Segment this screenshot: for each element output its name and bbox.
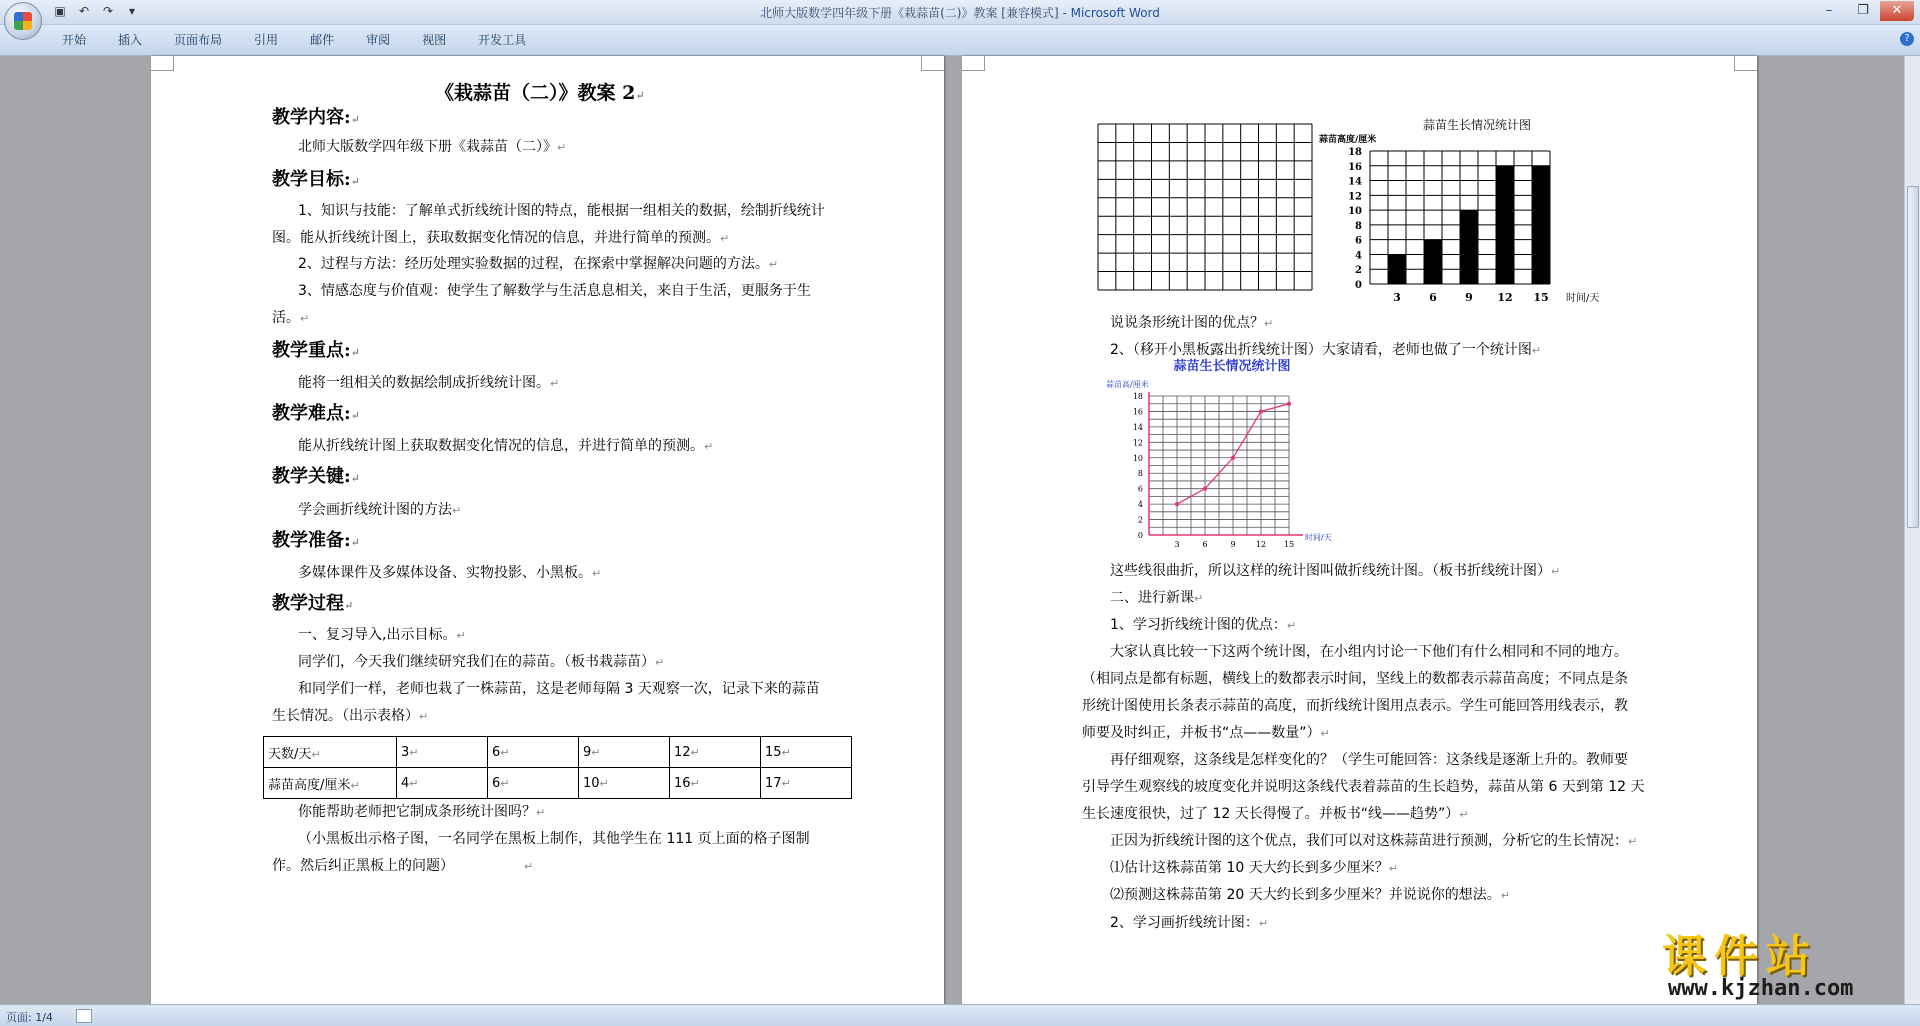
- table-cell: 12↵: [670, 737, 761, 768]
- table-cell: 6↵: [488, 737, 579, 768]
- y-tick-label: 8: [1355, 220, 1362, 232]
- heading-preparation: 教学准备:↵: [272, 530, 360, 551]
- process-2: 同学们，今天我们继续研究我们在的蒜苗。（板书栽蒜苗）↵: [298, 654, 665, 670]
- page-indicator[interactable]: 页面: 1/4: [6, 1011, 53, 1024]
- y-axis-label: 蒜苗高/厘米: [1106, 380, 1149, 389]
- tab-mailings[interactable]: 邮件: [310, 33, 335, 47]
- process-5-line-1: （小黑板出示格子图，一名同学在黑板上制作，其他学生在 111 页上面的格子图制: [298, 831, 810, 847]
- bar: [1388, 254, 1406, 284]
- window-controls: [1812, 1, 1914, 21]
- heading-goals: 教学目标:↵: [272, 169, 360, 190]
- r2-text: 2、（移开小黑板露出折线统计图）大家请看，老师也做了一个统计图↵: [1110, 342, 1542, 358]
- x-tick-label: 15: [1533, 291, 1549, 304]
- heading-key-points: 教学重点:↵: [272, 340, 360, 361]
- process-4: 你能帮助老师把它制成条形统计图吗？↵: [298, 804, 546, 820]
- title-bar: [0, 0, 1920, 25]
- redo-icon[interactable]: ↷: [102, 4, 114, 18]
- heading-crux: 教学关键:↵: [272, 466, 360, 487]
- tab-view[interactable]: 视图: [422, 33, 447, 47]
- ribbon-tabs: [48, 31, 544, 48]
- r1-text: 说说条形统计图的优点？↵: [1110, 315, 1274, 331]
- save-icon[interactable]: ▣: [54, 4, 66, 18]
- r8-text: 形统计图使用长条表示蒜苗的高度，而折线统计图用点表示。学生可能回答用线表示，教: [1082, 698, 1628, 714]
- watermark-logo: [1662, 920, 1902, 1002]
- y-tick-label: 10: [1132, 453, 1143, 463]
- help-icon[interactable]: ?: [1900, 32, 1914, 46]
- watermark-url: www.kjzhan.com: [1668, 976, 1854, 1001]
- r5-text: 1、学习折线统计图的优点：↵: [1110, 617, 1297, 633]
- bar: [1460, 210, 1478, 284]
- table-cell: 17↵: [761, 768, 852, 799]
- crop-mark: [151, 56, 174, 71]
- x-tick-label: 3: [1393, 291, 1401, 304]
- r11-text: 引导学生观察线的坡度变化并说明这条线代表着蒜苗的生长趋势，蒜苗从第 6 天到第 12 天: [1082, 779, 1645, 795]
- x-tick-label: 6: [1202, 540, 1208, 549]
- table-cell: 4↵: [397, 768, 488, 799]
- table-cell: 15↵: [761, 737, 852, 768]
- window-title: [0, 4, 1920, 21]
- r6-text: 大家认真比较一下这两个统计图，在小组内讨论一下他们有什么相同和不同的地方。: [1110, 644, 1628, 660]
- r3-text: 这些线很曲折，所以这样的统计图叫做折线统计图。（板书折线统计图）↵: [1110, 563, 1561, 579]
- key-points-text: 能将一组相关的数据绘制成折线统计图。↵: [298, 375, 560, 391]
- close-icon[interactable]: ✕: [1880, 1, 1914, 21]
- r15-text: ⑵预测这株蒜苗第 20 天大约长到多少厘米？并说说你的想法。↵: [1110, 887, 1510, 903]
- page-2: [962, 56, 1757, 1004]
- x-axis-label: 时间/天: [1305, 533, 1332, 542]
- office-button[interactable]: [4, 2, 42, 40]
- y-tick-label: 16: [1132, 407, 1143, 417]
- y-tick-label: 8: [1137, 469, 1143, 479]
- crop-mark: [962, 56, 985, 71]
- x-tick-label: 15: [1283, 540, 1295, 549]
- vertical-scrollbar[interactable]: [1904, 56, 1920, 1004]
- goal-1-line-2: 图。能从折线统计图上，获取数据变化情况的信息，并进行简单的预测。↵: [272, 230, 730, 246]
- tab-developer[interactable]: 开发工具: [478, 33, 527, 47]
- table-cell: 天数/天↵: [264, 737, 397, 768]
- app-name: Microsoft Word: [1070, 6, 1160, 20]
- tab-review[interactable]: 审阅: [366, 33, 391, 47]
- preparation-text: 多媒体课件及多媒体设备、实物投影、小黑板。↵: [298, 565, 602, 581]
- crop-mark: [1734, 56, 1757, 71]
- y-tick-label: 6: [1355, 235, 1362, 247]
- ribbon: [0, 25, 1920, 56]
- y-tick-label: 0: [1355, 280, 1362, 291]
- y-tick-label: 14: [1348, 176, 1362, 188]
- process-5-line-2: 作。然后纠正黑板上的问题） ↵: [272, 858, 534, 874]
- r16-text: 2、学习画折线统计图：↵: [1110, 915, 1269, 931]
- data-point: [1175, 502, 1179, 506]
- difficulties-text: 能从折线统计图上获取数据变化情况的信息，并进行简单的预测。↵: [298, 438, 714, 454]
- chart-title: 蒜苗生长情况统计图: [1173, 359, 1291, 374]
- r4-text: 二、进行新课↵: [1110, 590, 1204, 606]
- table-cell: 16↵: [670, 768, 761, 799]
- maximize-icon[interactable]: ❐: [1857, 3, 1869, 18]
- empty-grid: [1097, 123, 1313, 291]
- y-axis-label: 蒜苗高度/厘米: [1319, 135, 1377, 145]
- crux-text: 学会画折线统计图的方法↵: [298, 502, 462, 518]
- r14-text: ⑴估计这株蒜苗第 10 天大约长到多少厘米？↵: [1110, 860, 1398, 876]
- r7-text: （相同点是都有标题，横线上的数都表示时间，坚线上的数都表示蒜苗高度；不同点是条: [1082, 671, 1628, 687]
- tab-page-layout[interactable]: 页面布局: [174, 33, 223, 47]
- y-tick-label: 14: [1132, 422, 1143, 432]
- y-tick-label: 10: [1348, 206, 1362, 218]
- y-tick-label: 0: [1137, 531, 1143, 540]
- table-row: [264, 737, 852, 768]
- y-tick-label: 16: [1348, 161, 1362, 173]
- process-1: 一、复习导入,出示目标。↵: [298, 627, 466, 643]
- office-logo-icon: [14, 12, 32, 30]
- goal-2: 2、过程与方法：经历处理实验数据的过程，在探索中掌握解决问题的方法。↵: [298, 256, 779, 272]
- customize-toolbar-icon[interactable]: ▾: [128, 4, 136, 18]
- x-tick-label: 3: [1174, 540, 1180, 549]
- x-tick-label: 9: [1230, 540, 1236, 549]
- r9-text: 师要及时纠正，并板书“点——数量”）↵: [1082, 725, 1330, 741]
- bar-chart: [1312, 56, 1612, 306]
- scroll-thumb[interactable]: [1907, 186, 1919, 528]
- bar: [1532, 166, 1550, 284]
- proofing-icon[interactable]: [76, 1009, 92, 1023]
- doc-title: 《栽蒜苗（二）》教案 2↵: [435, 82, 645, 104]
- line-chart: [1102, 356, 1432, 566]
- watermark-title: 课件站: [1662, 931, 1818, 982]
- table-cell: 蒜苗高度/厘米↵: [264, 768, 397, 799]
- bar: [1496, 166, 1514, 284]
- tab-insert[interactable]: 插入: [118, 33, 143, 47]
- data-point: [1203, 487, 1207, 491]
- y-tick-label: 6: [1137, 484, 1143, 494]
- data-point: [1259, 409, 1263, 413]
- y-tick-label: 4: [1137, 500, 1143, 510]
- table-cell: 6↵: [488, 768, 579, 799]
- table-cell: 10↵: [579, 768, 670, 799]
- process-3-line-2: 生长情况。（出示表格）↵: [272, 708, 429, 724]
- y-tick-label: 4: [1355, 250, 1362, 262]
- goal-3-line-2: 活。↵: [272, 310, 310, 326]
- bar: [1424, 240, 1442, 284]
- y-tick-label: 2: [1137, 515, 1143, 525]
- chart-title: 蒜苗生长情况统计图: [1422, 118, 1532, 132]
- crop-mark: [921, 56, 944, 71]
- goal-1-line-1: 1、知识与技能：了解单式折线统计图的特点，能根据一组相关的数据，绘制折线统计: [298, 203, 825, 219]
- y-tick-label: 18: [1348, 147, 1362, 158]
- table-row: [264, 768, 852, 799]
- tab-home[interactable]: 开始: [62, 33, 87, 47]
- data-point: [1231, 456, 1235, 460]
- x-axis-label: 时间/天: [1566, 293, 1600, 304]
- heading-difficulties: 教学难点:↵: [272, 403, 360, 424]
- x-tick-label: 12: [1255, 540, 1267, 549]
- data-table: [263, 736, 852, 799]
- r10-text: 再仔细观察，这条线是怎样变化的？（学生可能回答：这条线是逐渐上升的。教师要: [1110, 752, 1628, 768]
- undo-icon[interactable]: ↶: [78, 4, 90, 18]
- table-cell: 9↵: [579, 737, 670, 768]
- process-3-line-1: 和同学们一样，老师也栽了一株蒜苗，这是老师每隔 3 天观察一次，记录下来的蒜苗: [298, 681, 820, 697]
- data-point: [1287, 402, 1291, 406]
- y-tick-label: 18: [1132, 392, 1143, 401]
- r12-text: 生长速度很快，过了 12 天长得慢了。并板书“线——趋势”）↵: [1082, 806, 1469, 822]
- heading-process: 教学过程↵: [272, 593, 354, 614]
- y-tick-label: 12: [1348, 191, 1362, 203]
- x-tick-label: 12: [1497, 291, 1513, 304]
- x-tick-label: 6: [1429, 291, 1437, 304]
- goal-3-line-1: 3、情感态度与价值观：使学生了解数学与生活息息相关，来自于生活，更服务于生: [298, 283, 811, 299]
- status-bar: [0, 1004, 1920, 1026]
- minimize-icon[interactable]: –: [1825, 3, 1833, 18]
- content-text: 北师大版数学四年级下册《栽蒜苗（二）》↵: [298, 139, 567, 155]
- r13-text: 正因为折线统计图的这个优点，我们可以对这株蒜苗进行预测，分析它的生长情况：↵: [1110, 833, 1638, 849]
- tab-references[interactable]: 引用: [254, 33, 279, 47]
- y-tick-label: 2: [1355, 265, 1362, 277]
- heading-content: 教学内容:↵: [272, 107, 360, 128]
- page-1: [151, 56, 944, 1004]
- table-cell: 3↵: [397, 737, 488, 768]
- x-tick-label: 9: [1465, 291, 1473, 304]
- document-title: 北师大版数学四年级下册《栽蒜苗(二)》教案 [兼容模式] -: [760, 6, 1071, 20]
- y-tick-label: 12: [1132, 438, 1143, 448]
